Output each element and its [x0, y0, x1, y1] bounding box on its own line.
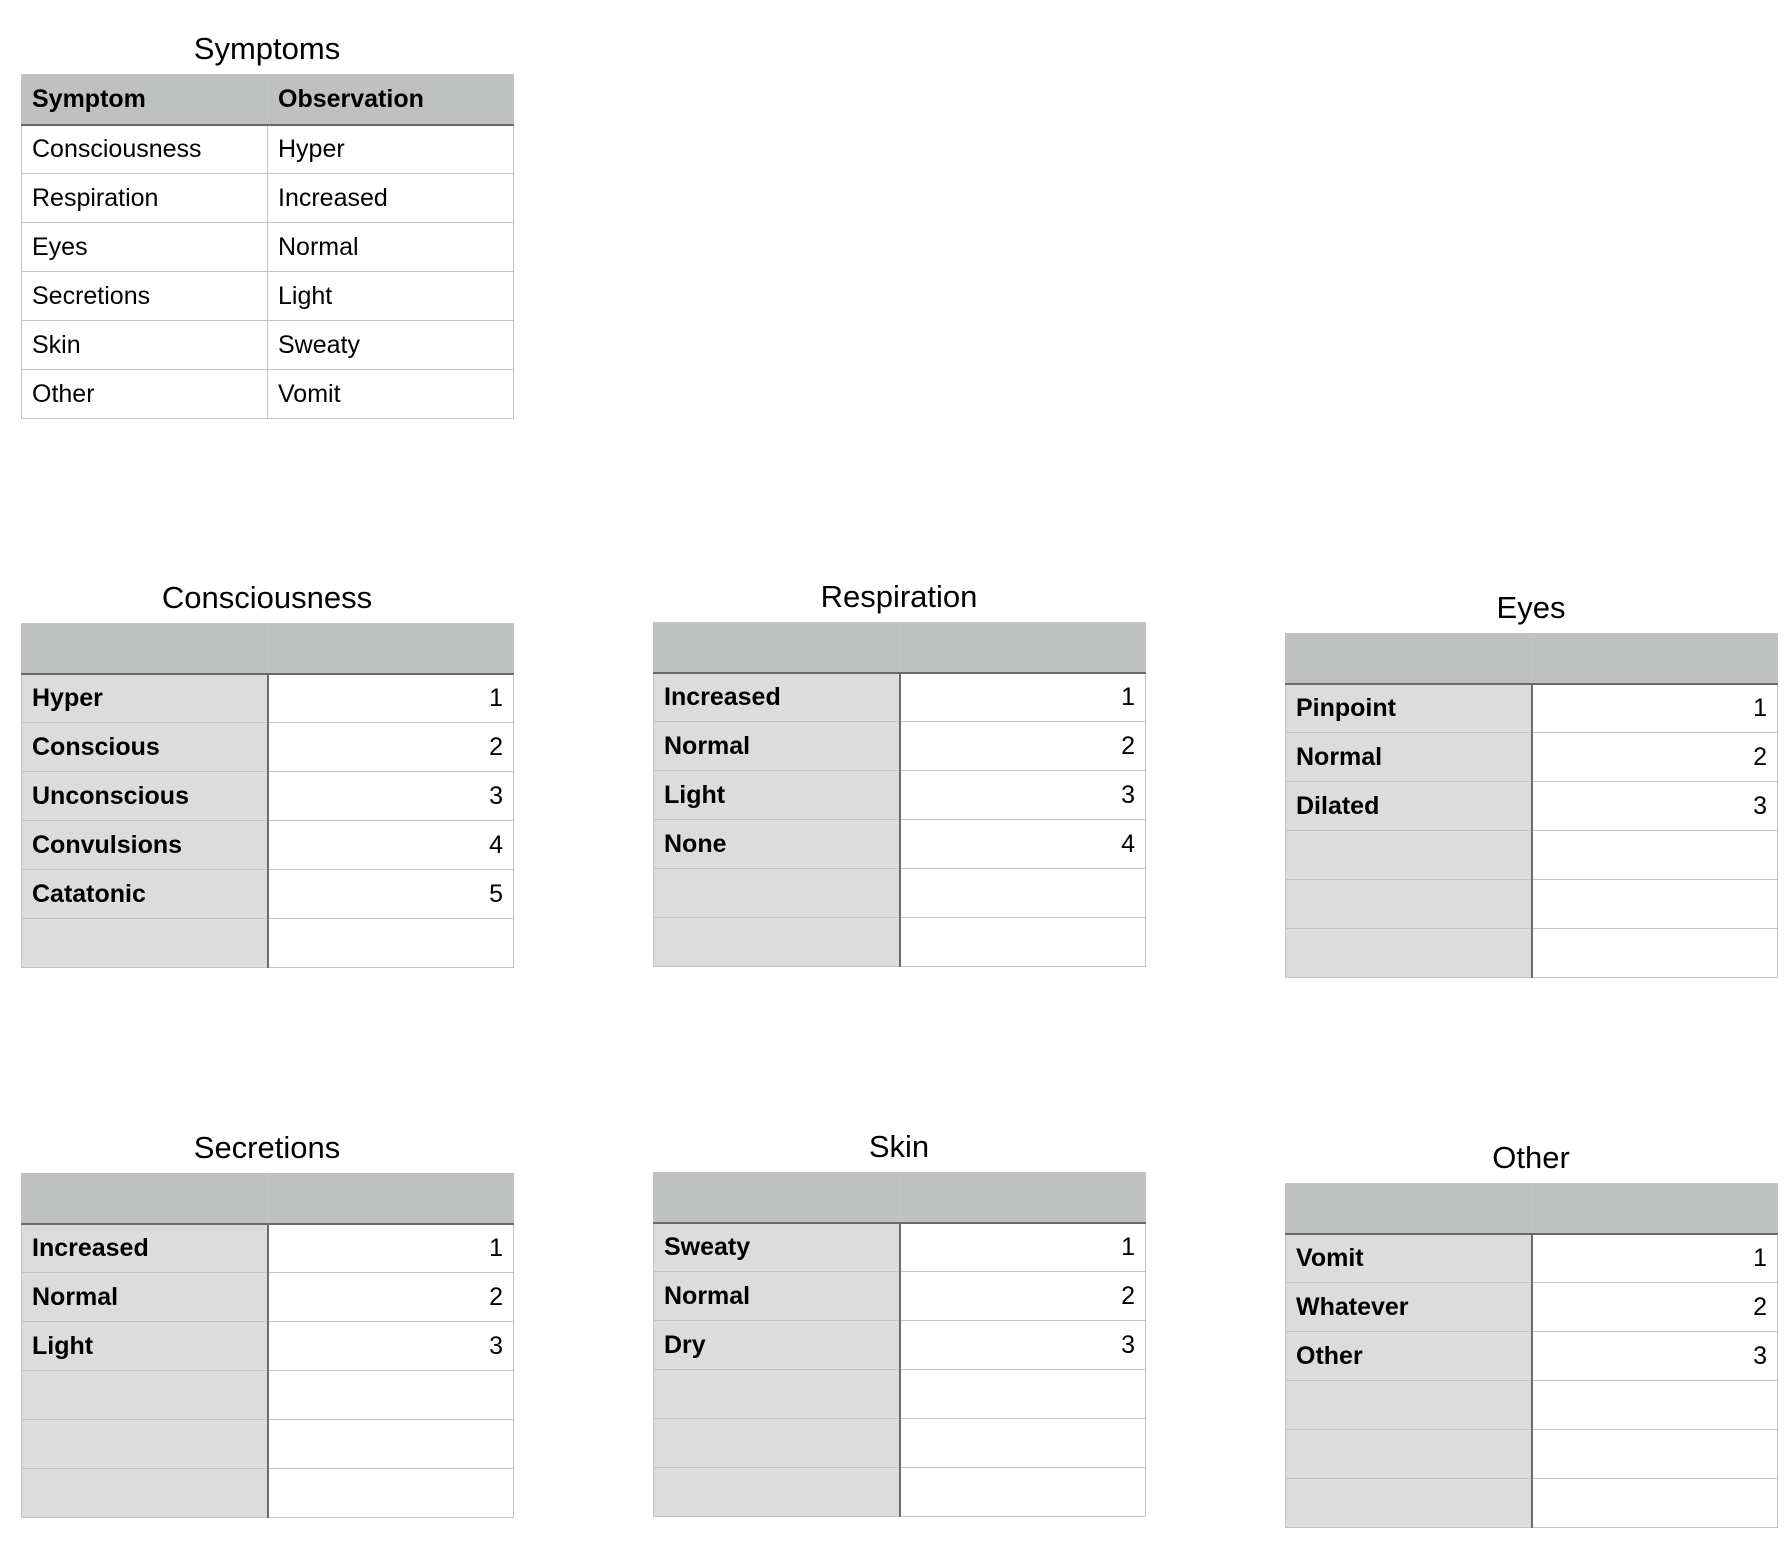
table-row [22, 821, 514, 870]
table-row [654, 1223, 1146, 1272]
table-row [654, 722, 1146, 771]
row-header-cell[interactable] [1286, 831, 1532, 880]
row-header-cell[interactable] [654, 869, 900, 918]
table-row [22, 772, 514, 821]
table-row [654, 1419, 1146, 1468]
row-header-cell[interactable]: Normal [22, 1273, 268, 1322]
table-cell[interactable]: Light [268, 272, 514, 321]
value-cell[interactable]: 4 [268, 821, 514, 870]
value-cell[interactable] [268, 1371, 514, 1420]
value-cell[interactable] [1532, 831, 1778, 880]
row-header-cell[interactable]: Catatonic [22, 870, 268, 919]
row-header-cell[interactable]: Dry [654, 1321, 900, 1370]
table-header-row [22, 75, 514, 125]
value-cell[interactable]: 1 [268, 1224, 514, 1273]
table-row [1286, 1332, 1778, 1381]
lookup-table [653, 622, 1146, 967]
table-cell[interactable]: Increased [268, 174, 514, 223]
table-row [1286, 831, 1778, 880]
table-cell[interactable]: Other [22, 370, 268, 419]
table-row [22, 370, 514, 419]
column-header[interactable] [22, 1174, 268, 1224]
symptoms-block [21, 24, 513, 419]
value-cell[interactable]: 3 [1532, 782, 1778, 831]
other-block [1285, 1133, 1777, 1528]
table-row [654, 820, 1146, 869]
table-cell[interactable]: Hyper [268, 125, 514, 174]
row-header-cell[interactable]: Normal [654, 1272, 900, 1321]
table-cell[interactable]: Consciousness [22, 125, 268, 174]
lookup-table [1285, 1183, 1778, 1528]
table-row [654, 869, 1146, 918]
column-header[interactable] [1286, 1184, 1532, 1234]
row-header-cell[interactable] [22, 1371, 268, 1420]
value-cell[interactable]: 2 [268, 1273, 514, 1322]
row-header-cell[interactable] [654, 1419, 900, 1468]
respiration-block [653, 572, 1145, 967]
symptoms-table [21, 74, 514, 419]
row-header-cell[interactable]: None [654, 820, 900, 869]
row-header-cell[interactable]: Sweaty [654, 1223, 900, 1272]
table-row [1286, 684, 1778, 733]
value-cell[interactable]: 2 [900, 722, 1146, 771]
table-row [22, 223, 514, 272]
column-header[interactable] [1286, 634, 1532, 684]
table-row [1286, 1283, 1778, 1332]
row-header-cell[interactable] [1286, 880, 1532, 929]
value-cell[interactable]: 3 [268, 772, 514, 821]
row-header-cell[interactable]: Conscious [22, 723, 268, 772]
table-title: Respiration [820, 579, 978, 614]
lookup-table [21, 1173, 514, 1518]
column-header[interactable]: Observation [268, 75, 514, 125]
value-cell[interactable] [1532, 880, 1778, 929]
table-header-row [654, 1173, 1146, 1223]
table-row [654, 1272, 1146, 1321]
table-row [22, 174, 514, 223]
table-row [22, 1420, 514, 1469]
table-title: Consciousness [161, 580, 373, 615]
table-row [22, 919, 514, 968]
column-header[interactable] [268, 1174, 514, 1224]
row-header-cell[interactable]: Normal [1286, 733, 1532, 782]
table-row [1286, 1234, 1778, 1283]
value-cell[interactable] [900, 1370, 1146, 1419]
table-row [654, 1468, 1146, 1517]
row-header-cell[interactable] [654, 1468, 900, 1517]
value-cell[interactable]: 2 [1532, 733, 1778, 782]
lookup-table [21, 623, 514, 968]
value-cell[interactable]: 3 [900, 1321, 1146, 1370]
value-cell[interactable]: 1 [268, 674, 514, 723]
row-header-cell[interactable]: Whatever [1286, 1283, 1532, 1332]
row-header-cell[interactable] [654, 1370, 900, 1419]
column-header[interactable] [268, 624, 514, 674]
value-cell[interactable]: 1 [900, 1223, 1146, 1272]
row-header-cell[interactable] [22, 1420, 268, 1469]
table-row [1286, 733, 1778, 782]
table-row [22, 321, 514, 370]
table-row [1286, 1430, 1778, 1479]
lookup-table [1285, 633, 1778, 978]
row-header-cell[interactable]: Light [654, 771, 900, 820]
column-header[interactable] [1532, 634, 1778, 684]
row-header-cell[interactable] [1286, 1479, 1532, 1528]
table-row [22, 674, 514, 723]
table-row [654, 918, 1146, 967]
value-cell[interactable]: 2 [268, 723, 514, 772]
table-header-row [22, 624, 514, 674]
table-cell[interactable]: Respiration [22, 174, 268, 223]
table-row [654, 1370, 1146, 1419]
row-header-cell[interactable]: Hyper [22, 674, 268, 723]
value-cell[interactable] [900, 1419, 1146, 1468]
table-row [22, 1469, 514, 1518]
table-row [1286, 929, 1778, 978]
column-header[interactable] [22, 624, 268, 674]
row-header-cell[interactable]: Vomit [1286, 1234, 1532, 1283]
table-row [654, 771, 1146, 820]
value-cell[interactable] [268, 1420, 514, 1469]
row-header-cell[interactable]: Dilated [1286, 782, 1532, 831]
table-row [22, 1322, 514, 1371]
row-header-cell[interactable]: Increased [22, 1224, 268, 1273]
table-row [654, 1321, 1146, 1370]
table-row [22, 272, 514, 321]
value-cell[interactable]: 1 [1532, 1234, 1778, 1283]
value-cell[interactable] [268, 1469, 514, 1518]
row-header-cell[interactable] [1286, 1430, 1532, 1479]
table-row [22, 723, 514, 772]
table-title: Other [1492, 1140, 1570, 1175]
value-cell[interactable] [900, 1468, 1146, 1517]
value-cell[interactable]: 2 [1532, 1283, 1778, 1332]
table-header-row [654, 623, 1146, 673]
value-cell[interactable] [1532, 1381, 1778, 1430]
row-header-cell[interactable] [22, 919, 268, 968]
table-cell[interactable]: Normal [268, 223, 514, 272]
table-title: Skin [868, 1129, 930, 1164]
table-row [1286, 880, 1778, 929]
column-header[interactable] [654, 1173, 900, 1223]
value-cell[interactable]: 1 [1532, 684, 1778, 733]
table-row [22, 1224, 514, 1273]
lookup-table [653, 1172, 1146, 1517]
table-header-row [1286, 1184, 1778, 1234]
table-header-row [1286, 634, 1778, 684]
table-cell[interactable]: Vomit [268, 370, 514, 419]
value-cell[interactable]: 2 [900, 1272, 1146, 1321]
column-header[interactable] [900, 1173, 1146, 1223]
consciousness-block [21, 573, 513, 968]
eyes-block [1285, 583, 1777, 978]
secretions-block [21, 1123, 513, 1518]
table-row [1286, 1381, 1778, 1430]
table-row [1286, 1479, 1778, 1528]
row-header-cell[interactable] [654, 918, 900, 967]
value-cell[interactable] [900, 918, 1146, 967]
column-header[interactable] [900, 623, 1146, 673]
table-title: Secretions [193, 1130, 341, 1165]
table-header-row [22, 1174, 514, 1224]
table-row [22, 870, 514, 919]
table-cell[interactable]: Eyes [22, 223, 268, 272]
column-header[interactable] [1532, 1184, 1778, 1234]
table-title: Eyes [1496, 590, 1566, 625]
row-header-cell[interactable] [22, 1469, 268, 1518]
table-row [654, 673, 1146, 722]
value-cell[interactable]: 3 [1532, 1332, 1778, 1381]
value-cell[interactable] [1532, 1479, 1778, 1528]
value-cell[interactable]: 3 [900, 771, 1146, 820]
table-row [22, 1273, 514, 1322]
value-cell[interactable]: 4 [900, 820, 1146, 869]
table-cell[interactable]: Secretions [22, 272, 268, 321]
value-cell[interactable]: 3 [268, 1322, 514, 1371]
row-header-cell[interactable]: Pinpoint [1286, 684, 1532, 733]
column-header[interactable]: Symptom [22, 75, 268, 125]
symptoms-title: Symptoms [193, 31, 341, 66]
table-row [1286, 782, 1778, 831]
row-header-cell[interactable]: Increased [654, 673, 900, 722]
table-row [22, 125, 514, 174]
table-row [22, 1371, 514, 1420]
row-header-cell[interactable]: Normal [654, 722, 900, 771]
skin-block [653, 1122, 1145, 1517]
value-cell[interactable]: 5 [268, 870, 514, 919]
value-cell[interactable]: 1 [900, 673, 1146, 722]
row-header-cell[interactable]: Convulsions [22, 821, 268, 870]
column-header[interactable] [654, 623, 900, 673]
table-cell[interactable]: Skin [22, 321, 268, 370]
row-header-cell[interactable]: Light [22, 1322, 268, 1371]
table-cell[interactable]: Sweaty [268, 321, 514, 370]
row-header-cell[interactable] [1286, 929, 1532, 978]
value-cell[interactable] [1532, 929, 1778, 978]
row-header-cell[interactable]: Other [1286, 1332, 1532, 1381]
value-cell[interactable] [1532, 1430, 1778, 1479]
row-header-cell[interactable]: Unconscious [22, 772, 268, 821]
value-cell[interactable] [268, 919, 514, 968]
value-cell[interactable] [900, 869, 1146, 918]
row-header-cell[interactable] [1286, 1381, 1532, 1430]
